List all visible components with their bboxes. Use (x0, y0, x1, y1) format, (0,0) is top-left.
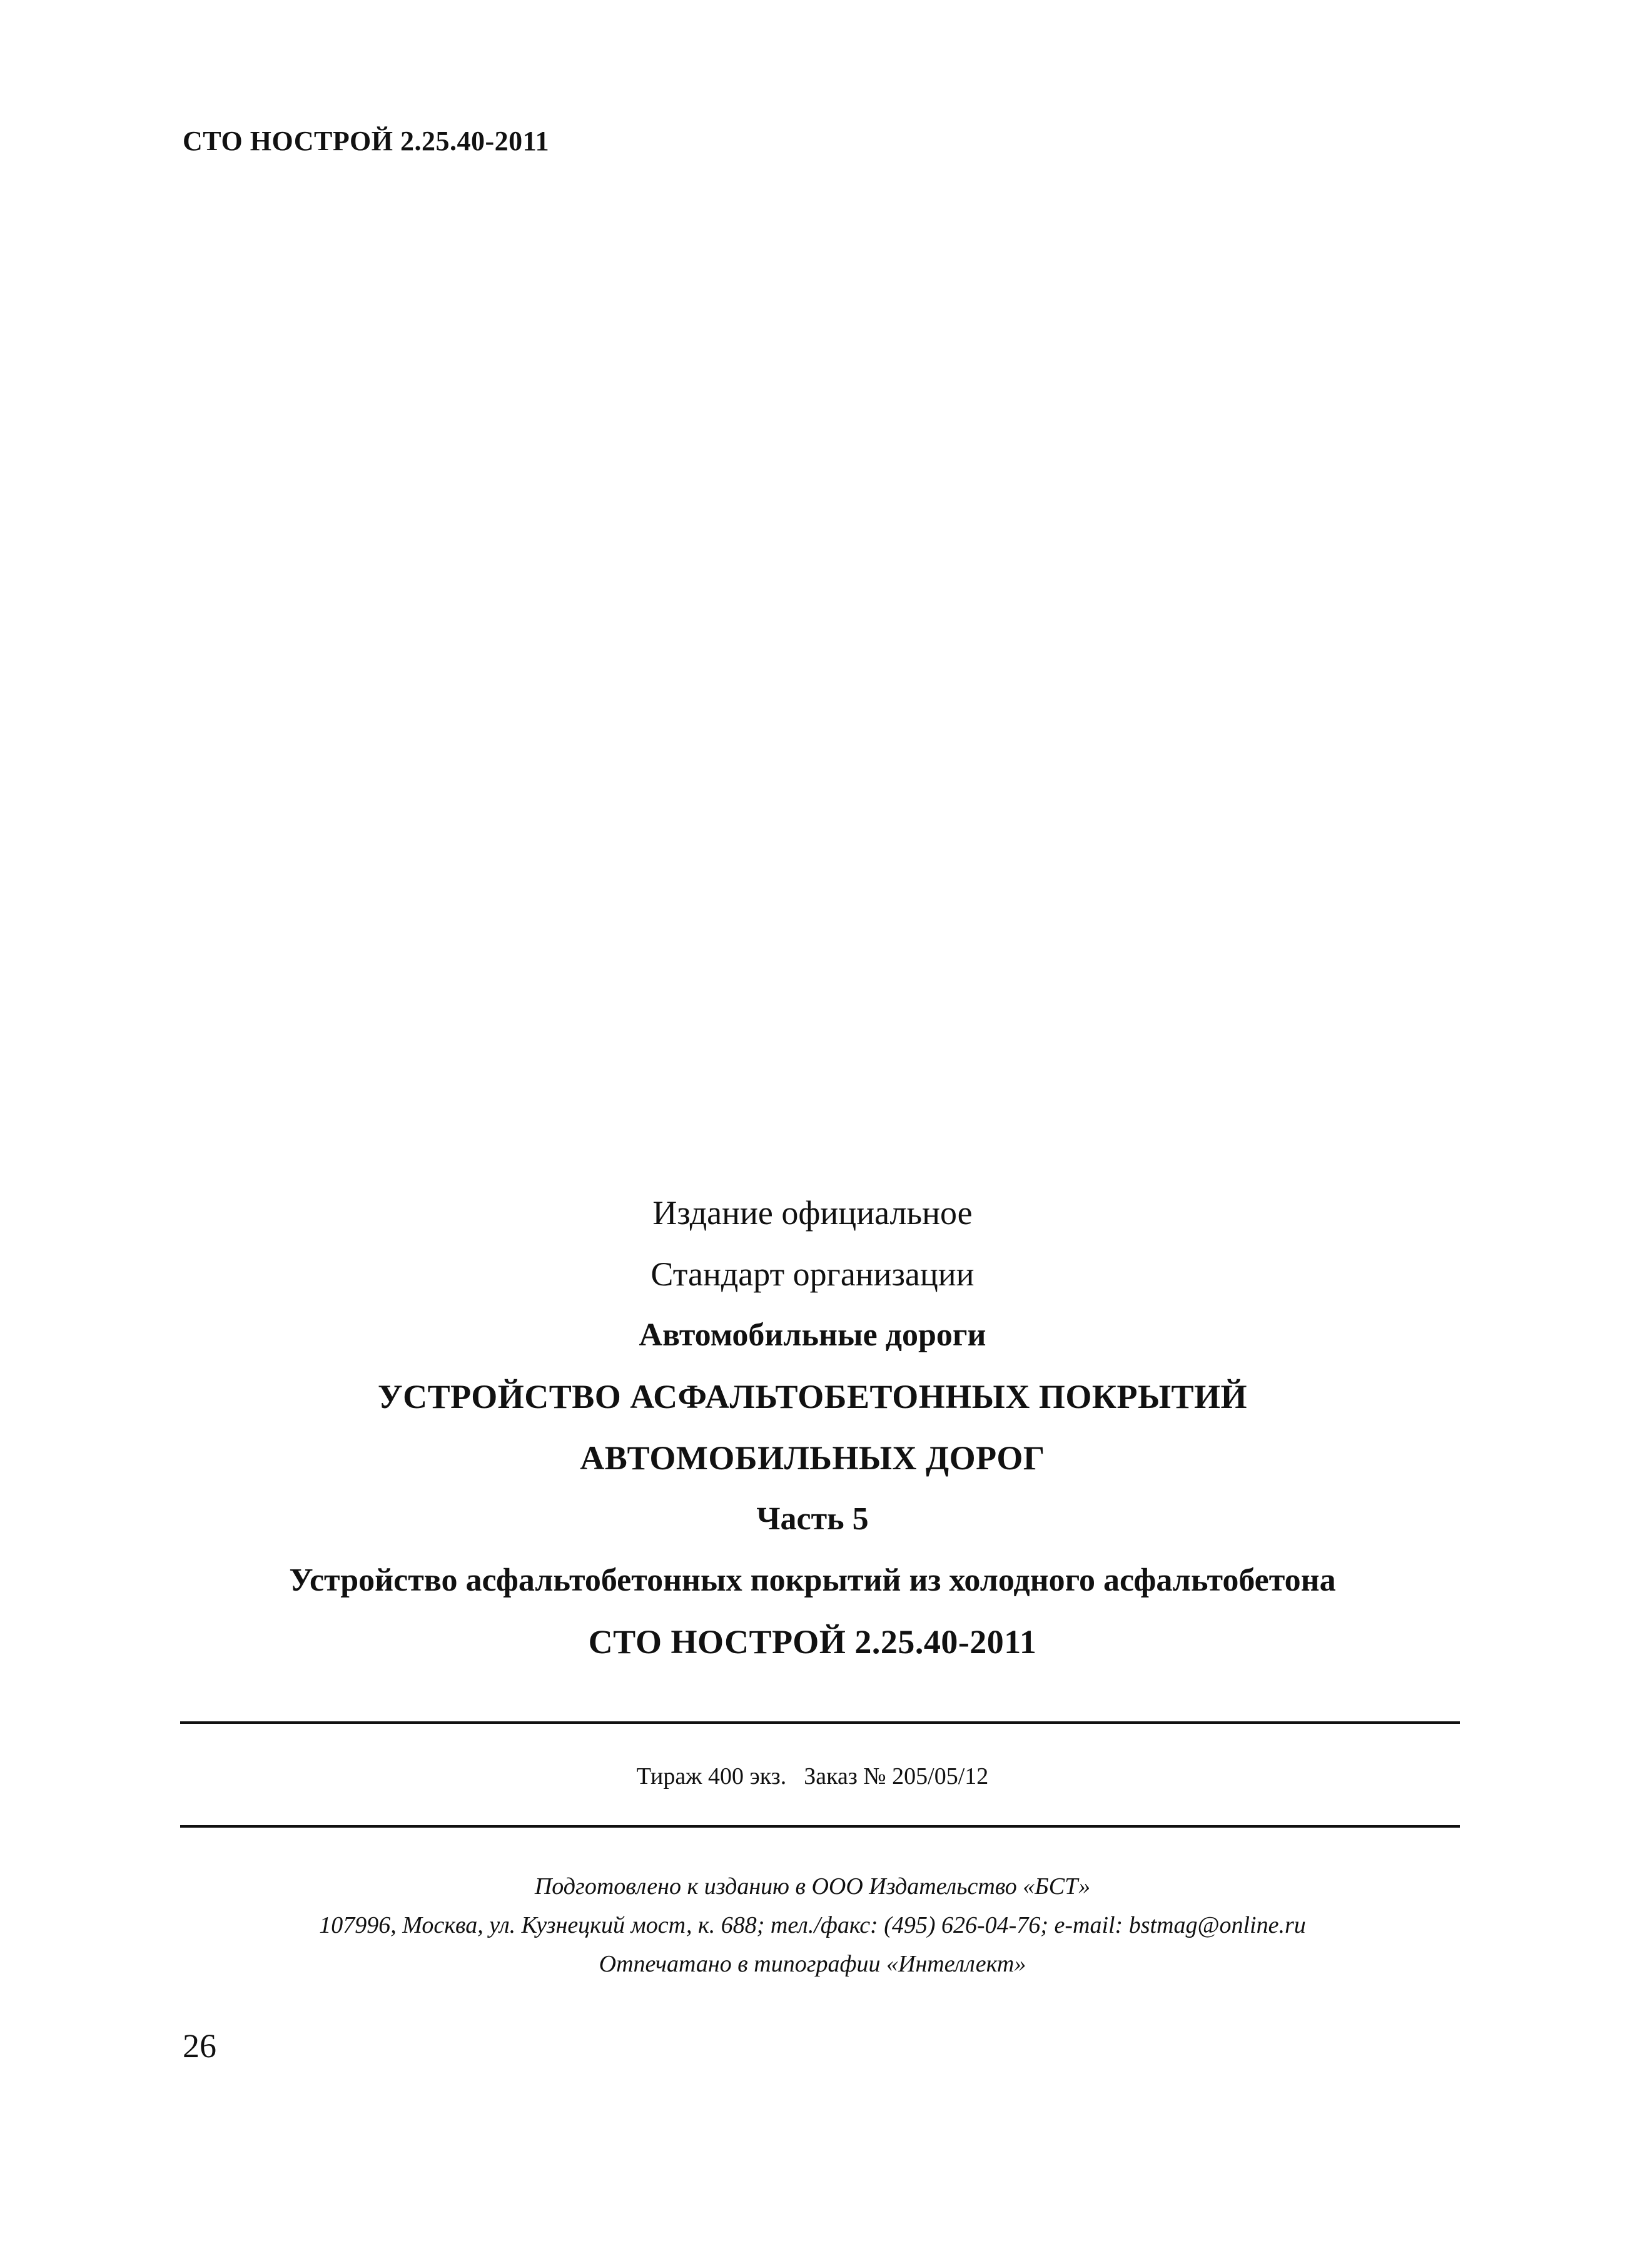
printed-by: Отпечатано в типографии «Интеллект» (599, 1951, 1026, 1977)
title-block (0, 1182, 1625, 1673)
divider-top (180, 1721, 1460, 1724)
document-title-line-2: АВТОМОБИЛЬНЫХ ДОРОГ (580, 1439, 1045, 1477)
part-number: Часть 5 (756, 1501, 869, 1537)
prepared-by: Подготовлено к изданию в ООО Издательство «БСТ» (534, 1873, 1091, 1900)
page-number: 26 (183, 2027, 216, 2065)
publisher-block (0, 1867, 1625, 1983)
divider-bottom (180, 1825, 1460, 1828)
print-run-info (0, 1763, 1625, 1790)
circulation: Тираж 400 экз. (636, 1763, 787, 1790)
running-header-code: СТО НОСТРОЙ 2.25.40-2011 (183, 126, 550, 156)
document-code: СТО НОСТРОЙ 2.25.40-2011 (588, 1623, 1037, 1661)
document-subject: Автомобильные дороги (639, 1317, 986, 1353)
edition-label: Издание официальное (652, 1194, 973, 1232)
order-number: Заказ № 205/05/12 (804, 1763, 989, 1790)
document-title-line-1: УСТРОЙСТВО АСФАЛЬТОБЕТОННЫХ ПОКРЫТИЙ (377, 1378, 1248, 1415)
part-title: Устройство асфальтобетонных покрытий из холодного асфальтобетона (289, 1562, 1336, 1598)
document-type: Стандарт организации (651, 1255, 974, 1293)
publisher-address: 107996, Москва, ул. Кузнецкий мост, к. 688; тел./факс: (495) 626-04-76; e-mail: bstmag@online.ru (319, 1912, 1306, 1938)
